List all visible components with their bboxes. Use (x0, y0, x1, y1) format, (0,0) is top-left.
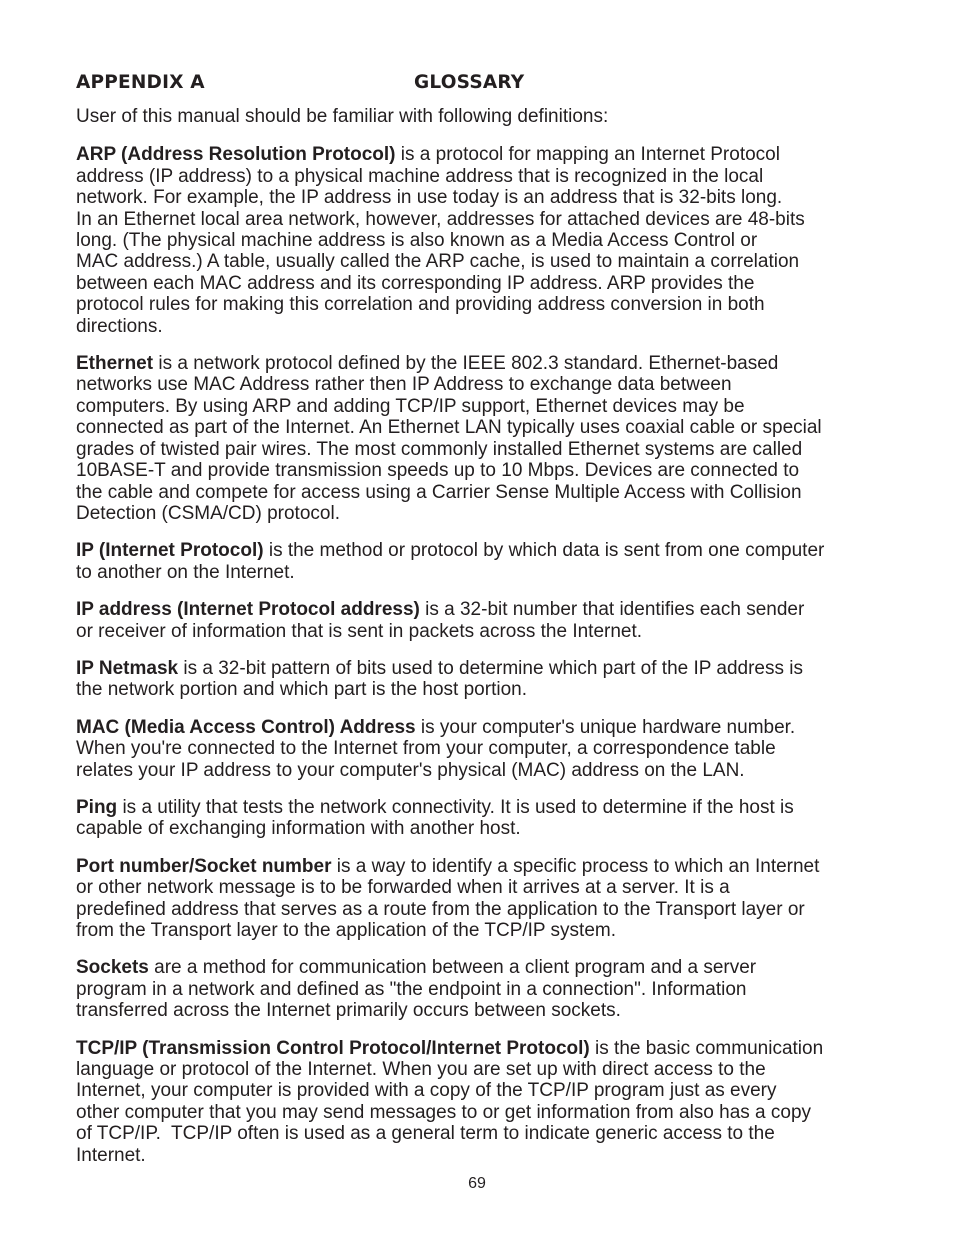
glossary-term: IP (Internet Protocol) (76, 540, 264, 562)
page-number: 69 (468, 1175, 486, 1192)
definition-line: Internet. (76, 1144, 146, 1166)
glossary-entry (76, 856, 886, 942)
definition-line: When you're connected to the Internet from your computer, a correspondence table (76, 738, 776, 760)
glossary-term: Ping (76, 796, 118, 818)
definition-line: In an Ethernet local area network, however, addresses for attached devices are 48-bits (76, 208, 805, 230)
glossary-entries (76, 144, 886, 1166)
definition-line: 10BASE-T and provide transmission speeds up to 10 Mbps. Devices are connected to (76, 460, 800, 482)
definition-line: to another on the Internet. (76, 561, 295, 583)
definition-line: capable of exchanging information with another host. (76, 818, 521, 840)
definition-line: address (IP address) to a physical machine address that is recognized in the local (76, 165, 764, 187)
definition-line: is a network protocol defined by the IEEE 802.3 standard. Ethernet-based (153, 353, 779, 375)
glossary-term: Sockets (76, 957, 149, 979)
definition-line: directions. (76, 315, 163, 337)
definition-line: are a method for communication between a client program and a server (148, 957, 757, 979)
definition-line: predefined address that serves as a route from the application to the Transport layer or (76, 898, 805, 920)
definition-line: between each MAC address and its corresponding IP address. ARP provides the (76, 272, 755, 294)
definition-line: is a protocol for mapping an Internet Protocol (395, 144, 780, 166)
glossary-entry (76, 797, 886, 840)
glossary-term: ARP (Address Resolution Protocol) (76, 144, 396, 166)
glossary-term: IP Netmask (76, 657, 179, 679)
definition-line: or other network message is to be forwarded when it arrives at a server. It is a (76, 877, 730, 899)
glossary-term: TCP/IP (Transmission Control Protocol/Internet Protocol) (76, 1037, 590, 1059)
definition-line: network. For example, the IP address in use today is an address that is 32-bits long. (76, 187, 783, 209)
glossary-entry (76, 658, 886, 701)
glossary-term: IP address (Internet Protocol address) (76, 599, 420, 621)
definition-line: Detection (CSMA/CD) protocol. (76, 502, 340, 524)
definition-line: networks use MAC Address rather then IP Address to exchange data between (76, 374, 732, 396)
definition-line: is a way to identify a specific process to which an Internet (331, 855, 820, 877)
definition-line: the network portion and which part is the host portion. (76, 679, 527, 701)
definition-line: is a 32-bit number that identifies each sender (419, 599, 805, 621)
definition-line: grades of twisted pair wires. The most commonly installed Ethernet systems are called (76, 438, 803, 460)
definition-line: connected as part of the Internet. An Ethernet LAN typically uses coaxial cable or special (76, 417, 822, 439)
definition-line: of TCP/IP. TCP/IP often is used as a general term to indicate generic access to the (76, 1123, 775, 1145)
page-title: GLOSSARY (414, 72, 525, 93)
glossary-entry (76, 353, 886, 524)
definition-line: computers. By using ARP and adding TCP/IP support, Ethernet devices may be (76, 395, 745, 417)
glossary-entry (76, 1038, 886, 1166)
definition-line: relates your IP address to your computer's physical (MAC) address on the LAN. (76, 759, 745, 781)
definition-line: from the Transport layer to the application of the TCP/IP system. (76, 920, 616, 941)
glossary-entry (76, 144, 886, 337)
definition-line: long. (The physical machine address is also known as a Media Access Control or (76, 230, 758, 252)
definition-line: is your computer's unique hardware number. (415, 716, 796, 738)
glossary-entry (76, 599, 886, 642)
definition-line: is a 32-bit pattern of bits used to determine which part of the IP address is (178, 657, 803, 679)
definition-line: language or protocol of the Internet. When you are set up with direct access to the (76, 1059, 766, 1081)
definition-line: transferred across the Internet primarily occurs between sockets. (76, 1000, 621, 1022)
definition-line: is a utility that tests the network connectivity. It is used to determine if the host is (117, 796, 794, 818)
glossary-entry (76, 540, 886, 583)
glossary-entry (76, 957, 886, 1021)
glossary-entry (76, 717, 886, 781)
glossary-term: Ethernet (76, 353, 154, 375)
page-heading (76, 71, 886, 95)
glossary-term: MAC (Media Access Control) Address (76, 716, 416, 738)
definition-line: is the method or protocol by which data is sent from one computer (263, 540, 825, 562)
appendix-label: APPENDIX A (76, 72, 205, 93)
definition-line: or receiver of information that is sent in packets across the Internet. (76, 620, 643, 642)
definition-line: Internet, your computer is provided with a copy of the TCP/IP program just as every (76, 1080, 777, 1102)
definition-line: protocol rules for making this correlation and providing address conversion in both (76, 294, 765, 316)
intro-text: User of this manual should be familiar with following definitions: (76, 106, 609, 127)
definition-line: the cable and compete for access using a Carrier Sense Multiple Access with Collision (76, 481, 802, 503)
definition-line: is the basic communication (589, 1037, 824, 1059)
definition-line: MAC address.) A table, usually called the ARP cache, is used to maintain a correlation (76, 251, 800, 273)
definition-line: program in a network and defined as "the endpoint in a connection". Information (76, 978, 747, 1000)
glossary-page (76, 71, 886, 1182)
definition-line: other computer that you may send messages to or get information from also has a copy (76, 1101, 812, 1123)
glossary-term: Port number/Socket number (76, 855, 332, 877)
